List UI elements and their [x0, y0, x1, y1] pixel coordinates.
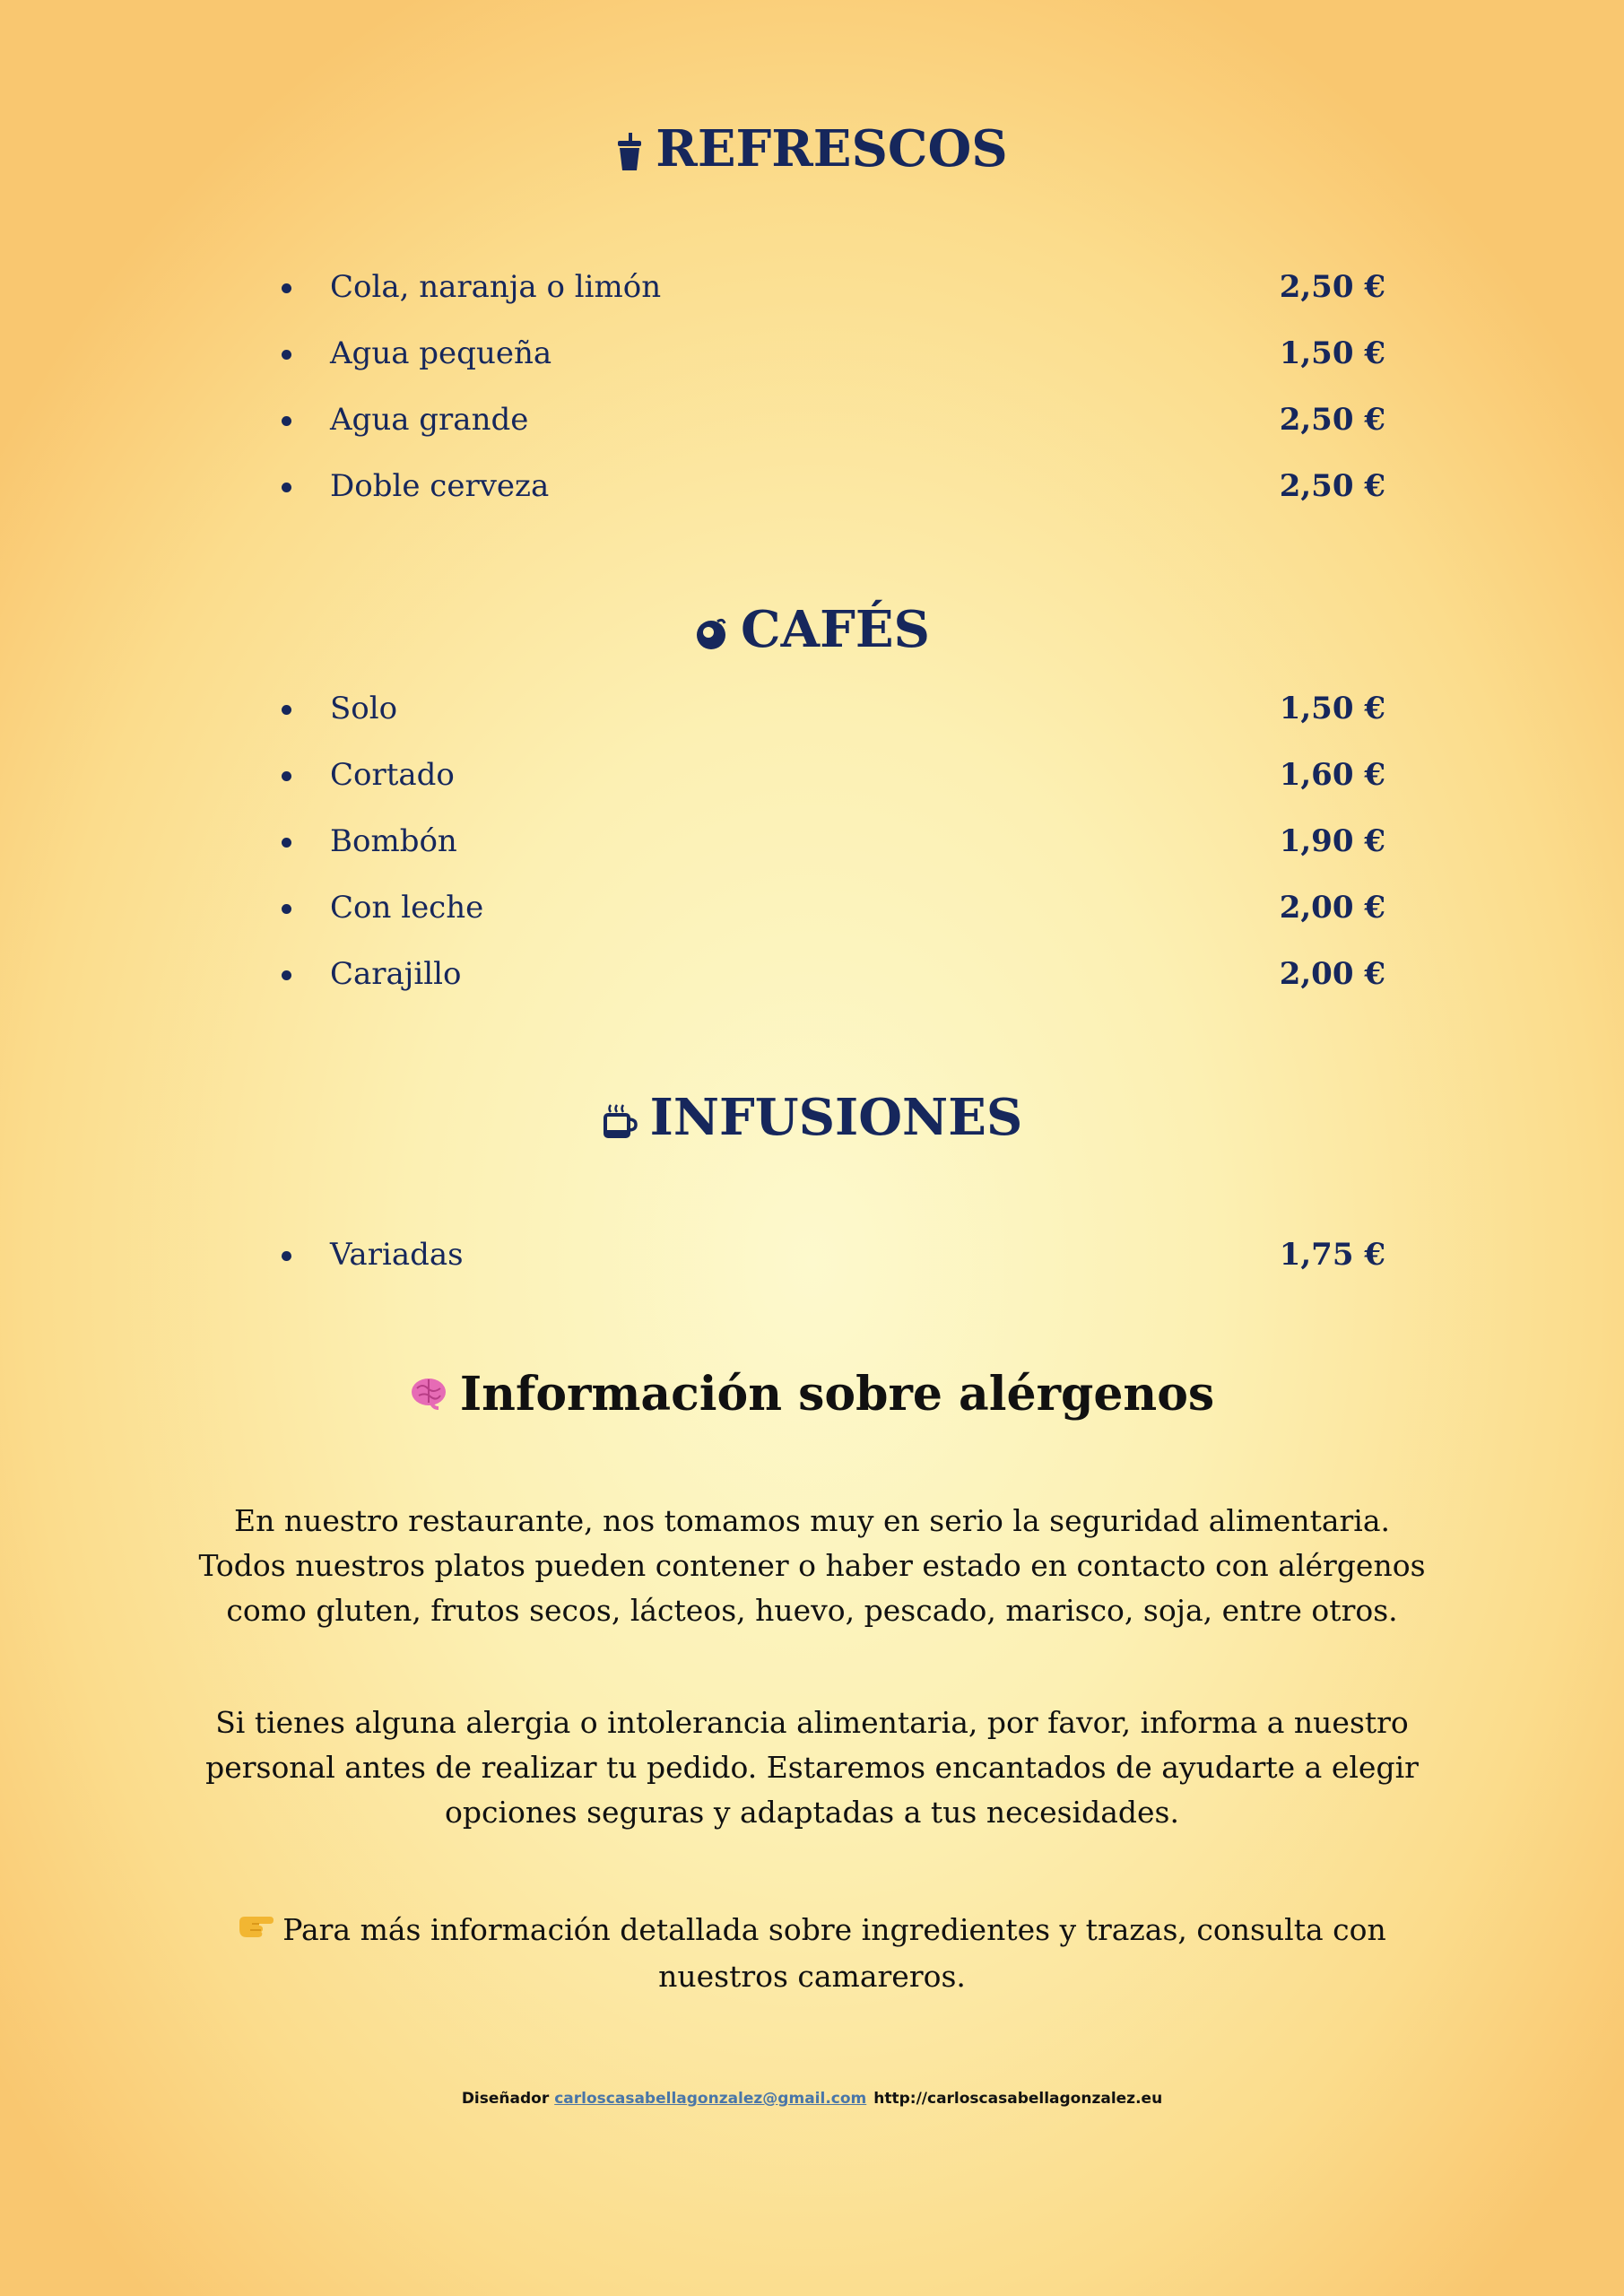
item-name: Cortado: [330, 757, 455, 793]
item-price: 1,90 €: [1279, 823, 1385, 859]
item-name: Carajillo: [330, 956, 462, 992]
item-name: Cola, naranja o limón: [330, 269, 662, 305]
bullet: [282, 838, 291, 848]
designer-website[interactable]: http://carloscasabellagonzalez.eu: [873, 2090, 1163, 2108]
allergen-heading: Información sobre alérgenos: [0, 1368, 1624, 1425]
list-item: [0, 879, 1624, 945]
item-price: 1,60 €: [1279, 757, 1385, 793]
item-price: 1,75 €: [1279, 1237, 1385, 1273]
item-name: Bombón: [330, 823, 457, 859]
hot-mug-icon: [602, 1103, 638, 1139]
item-name: Agua grande: [330, 402, 529, 438]
allergen-paragraph-1: En nuestro restaurante, nos tomamos muy en serio la seguridad alimentaria. Todos nuestros platos pueden contener o haber estado en contacto con alérgenos como gluten, frutos secos, lácteos, huevo, pescado, marisco, soja, entre otros.: [198, 1503, 1426, 1628]
bullet: [282, 416, 291, 426]
item-price: 2,00 €: [1279, 956, 1385, 992]
item-name: Solo: [330, 691, 398, 726]
allergen-paragraph-3: Para más información detallada sobre ingredientes y trazas, consulta con nuestros camareros.: [197, 1908, 1427, 1999]
pointing-hand-icon: [238, 1906, 274, 1951]
item-name: Agua pequeña: [330, 335, 552, 371]
list-item: [0, 813, 1624, 879]
list-item: [0, 325, 1624, 391]
refrescos-list: [0, 258, 1624, 524]
item-name: Doble cerveza: [330, 468, 550, 504]
section-title-refrescos: REFRESCOS: [0, 124, 1624, 174]
item-price: 2,00 €: [1279, 890, 1385, 926]
infusiones-list: [0, 1226, 1624, 1292]
brain-icon: [410, 1368, 447, 1422]
list-item: [0, 945, 1624, 1012]
item-price: 1,50 €: [1279, 335, 1385, 371]
item-name: Con leche: [330, 890, 484, 926]
designer-email-link[interactable]: carloscasabellagonzalez@gmail.com: [554, 2090, 867, 2108]
list-item: [0, 391, 1624, 457]
allergen-paragraph-2: Si tienes alguna alergia o intolerancia alimentaria, por favor, informa a nuestro personal antes de realizar tu pedido. Estaremos encantados de ayudarte a elegir opciones seguras y adaptadas a tus necesidades.: [205, 1705, 1419, 1830]
item-price: 1,50 €: [1279, 691, 1385, 726]
designer-label: Diseñador: [461, 2090, 550, 2108]
bullet: [282, 705, 291, 715]
list-item: [0, 1226, 1624, 1292]
list-item: [0, 258, 1624, 325]
bullet: [282, 904, 291, 914]
list-item: [0, 457, 1624, 524]
bullet: [282, 1251, 291, 1261]
item-price: 2,50 €: [1279, 269, 1385, 305]
list-item: [0, 746, 1624, 813]
soft-drink-cup-icon: [616, 133, 643, 172]
item-name: Variadas: [330, 1237, 464, 1273]
bullet: [282, 283, 291, 293]
item-price: 2,50 €: [1279, 468, 1385, 504]
designer-credit: [0, 2090, 1624, 2108]
section-title-cafes: CAFÉS: [0, 604, 1624, 655]
list-item: [0, 680, 1624, 746]
bullet: [282, 483, 291, 492]
coffee-cup-icon: [694, 616, 728, 650]
section-title-infusiones: INFUSIONES: [0, 1092, 1624, 1143]
item-price: 2,50 €: [1279, 402, 1385, 438]
cafes-list: [0, 680, 1624, 1012]
bullet: [282, 771, 291, 781]
bullet: [282, 350, 291, 360]
bullet: [282, 970, 291, 980]
